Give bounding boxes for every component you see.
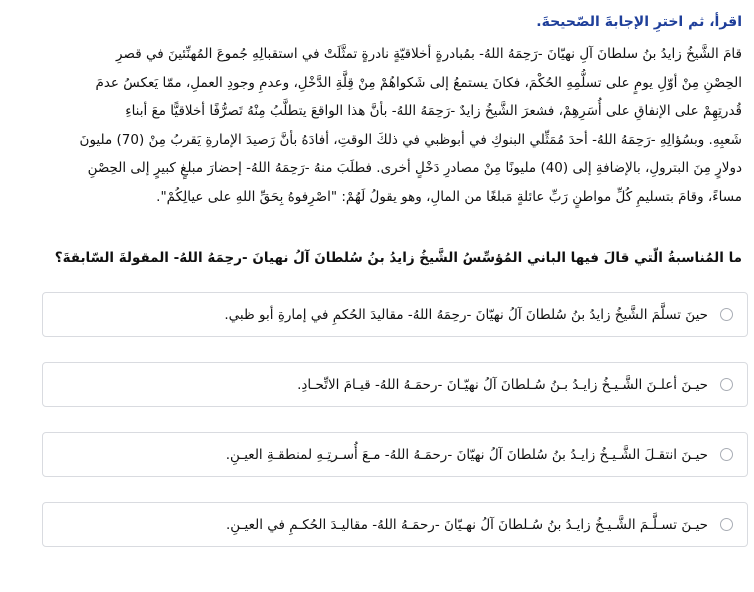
passage-line: دولارٍ مِنَ البترولِ، بالإضافةِ إلى (40) مليونًا مِنْ مصادرِ دَخْلٍ أخرى. فطلَبَ منهُ -رَحِمَهُ اللهُ- إحضارَ مبلغٍ كبيرٍ إلى الحِصْنِ — [87, 160, 742, 177]
passage-line: الحِصْنِ مِنْ أوّلِ يومٍ على تسلُّمِهِ الحُكْمَ، فكانَ يستمعُ إلى شَكواهُمْ مِنْ قِلَّةِ الدَّخْلِ، وعدمِ وجودِ العملِ، ممّا يَعكسُ عدمَ — [95, 74, 742, 91]
answer-option-label: حيـنَ انتقـلَ الشَّـيـخُ زايـدُ بنُ سُلطانَ آلُ نهيّانَ -رحمَـهُ اللهُ- مـعَ أُسـرتِـهِ لمنطقـةِ العيـنِ. — [225, 446, 708, 463]
passage-line: مساءً، وقامَ بتسليمِ كُلِّ مواطنٍ رَبِّ عائلةٍ مَبلغًا من المالِ، وهو يقولُ لَهُمْ: "اصْرِفوهُ بِحَقِّ اللهِ على عيالِكُمْ". — [156, 188, 742, 205]
radio-button[interactable] — [720, 518, 733, 531]
answer-option-label: حيـنَ تسـلَّـمَ الشَّـيـخُ زايـدُ بنُ سُـلطانَ آلُ نهـيّانَ -رحمَـهُ اللهُ- مقاليـدَ الحُكـمِ في العيـنِ. — [226, 516, 708, 533]
answer-options — [42, 292, 748, 572]
passage-line: قامَ الشَّيخُ زايدُ بنُ سلطانَ آلِ نهيّانَ -رَحِمَهُ اللهُ- بمُبادرةٍ أخلاقيّةٍ نادرةٍ تمثَّلَتْ في استقبالِهِ جُموعَ المُهنِّئينَ في قصرِ — [116, 46, 742, 62]
radio-button[interactable] — [720, 308, 733, 321]
answer-option-4[interactable] — [42, 502, 748, 547]
question-text: ما المُناسبةُ الّتي قالَ فيها الباني المُؤسِّسُ الشَّيخُ زايدُ بنُ سُلطانَ آلُ نهيانَ -رحِمَهُ اللهُ- المقولةَ السّابقةَ؟ — [54, 250, 742, 266]
answer-option-label: حينَ تسلَّمَ الشَّيخُ زايدُ بنُ سُلطانَ آلُ نهيّانَ -رحِمَهُ اللهُ- مقاليدَ الحُكمِ في إمارةِ أبو ظبي. — [224, 306, 708, 323]
answer-option-3[interactable] — [42, 432, 748, 477]
answer-option-1[interactable] — [42, 292, 748, 337]
answer-option-label: حيـنَ أعلـنَ الشَّـيـخُ زايـدُ بـنُ سُـلطانَ آلُ نهيّـانَ -رحمَـهُ اللهُ- قيـامَ الاتِّحـادِ. — [297, 376, 708, 393]
radio-button[interactable] — [720, 378, 733, 391]
instruction-text: اقرأ، ثم اخترِ الإجابةَ الصّحيحةَ. — [536, 14, 742, 30]
answer-option-2[interactable] — [42, 362, 748, 407]
passage-line: قُدرتِهِمْ على الإنفاقِ على أُسَرِهِمْ، فشعرَ الشَّيخُ زايدٌ -رَحِمَهُ اللهُ- بأنَّ هذا الواقعَ يتطلَّبُ مِنْهُ تَصرُّفًا أخلاقيًّا معَ أبناءِ — [125, 103, 742, 120]
passage-line: شَعبِهِ. وبسُؤالِهِ -رَحِمَهُ اللهُ- أحدَ مُمَثِّلي البنوكِ في أبوظبي في ذلكَ الوقتِ، أفادَهُ بأنَّ رَصيدَ الإمارةِ يَقربُ مِنْ (70) مليونَ — [79, 131, 742, 148]
reading-passage — [6, 40, 742, 212]
radio-button[interactable] — [720, 448, 733, 461]
